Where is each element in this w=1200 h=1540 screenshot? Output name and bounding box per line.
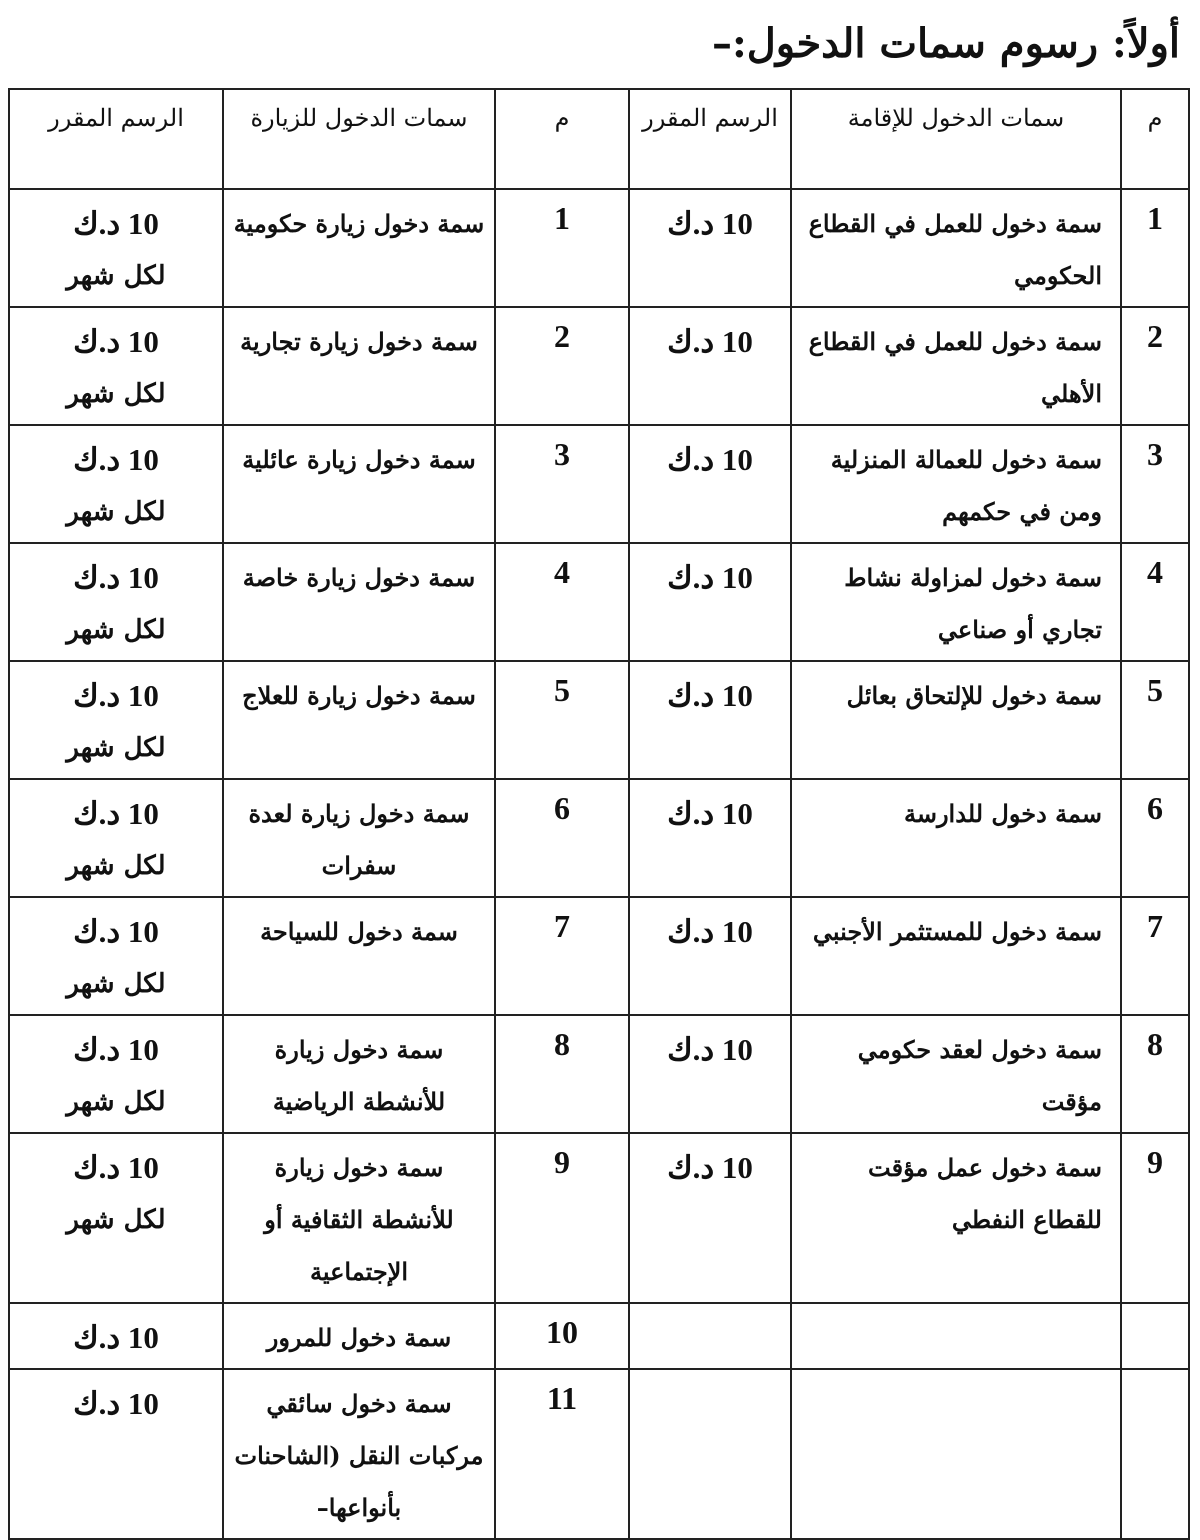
residence-fee-amount: 10 د.ك	[667, 914, 753, 949]
residence-fee	[629, 307, 791, 425]
residence-number: 9	[1121, 1133, 1189, 1303]
visit-number: 5	[495, 661, 629, 779]
residence-visa: سمة دخول للدارسة	[791, 779, 1121, 897]
table-row	[9, 897, 1189, 1015]
visit-fee-note: لكل شهر	[66, 1205, 166, 1235]
visit-visa: سمة دخول زيارة تجارية	[223, 307, 495, 425]
visit-fee-note: لكل شهر	[66, 733, 166, 763]
residence-fee	[629, 425, 791, 543]
visit-fee	[9, 1369, 223, 1539]
visa-fees-table	[8, 88, 1190, 1540]
header-residence-visa: سمات الدخول للإقامة	[791, 89, 1121, 189]
residence-visa: سمة دخول لعقد حكومي مؤقت	[791, 1015, 1121, 1133]
header-visit-fee: الرسم المقرر	[9, 89, 223, 189]
visit-fee-amount: 10 د.ك	[73, 324, 159, 359]
visit-fee	[9, 307, 223, 425]
visit-number: 9	[495, 1133, 629, 1303]
residence-fee	[629, 543, 791, 661]
residence-visa: سمة دخول للعمالة المنزلية ومن في حكمهم	[791, 425, 1121, 543]
table-row	[9, 543, 1189, 661]
residence-number: 8	[1121, 1015, 1189, 1133]
visit-visa: سمة دخول زيارة لعدة سفرات	[223, 779, 495, 897]
residence-number: 2	[1121, 307, 1189, 425]
table-row	[9, 1015, 1189, 1133]
table-row	[9, 779, 1189, 897]
visit-visa: سمة دخول زيارة للأنشطة الثقافية أو الإجتماعية	[223, 1133, 495, 1303]
visit-number: 3	[495, 425, 629, 543]
residence-number: 1	[1121, 189, 1189, 307]
residence-fee-amount: 10 د.ك	[667, 1032, 753, 1067]
visit-fee	[9, 189, 223, 307]
visit-visa: سمة دخول سائقي مركبات النقل (الشاحنات بأنواعها–	[223, 1369, 495, 1539]
visit-fee	[9, 1133, 223, 1303]
residence-visa: سمة دخول للعمل في القطاع الأهلي	[791, 307, 1121, 425]
residence-number: 3	[1121, 425, 1189, 543]
visit-number: 11	[495, 1369, 629, 1539]
residence-fee-amount: 10 د.ك	[667, 1150, 753, 1185]
visit-visa: سمة دخول زيارة للأنشطة الرياضية	[223, 1015, 495, 1133]
table-row	[9, 1369, 1189, 1539]
visit-fee	[9, 1015, 223, 1133]
visit-visa: سمة دخول زيارة حكومية	[223, 189, 495, 307]
residence-visa: سمة دخول للمستثمر الأجنبي	[791, 897, 1121, 1015]
residence-fee	[629, 1369, 791, 1539]
header-residence-fee: الرسم المقرر	[629, 89, 791, 189]
table-row	[9, 1303, 1189, 1369]
visit-fee	[9, 779, 223, 897]
residence-fee-amount: 10 د.ك	[667, 678, 753, 713]
residence-number: 7	[1121, 897, 1189, 1015]
residence-visa: سمة دخول للعمل في القطاع الحكومي	[791, 189, 1121, 307]
residence-fee	[629, 779, 791, 897]
visit-visa: سمة دخول زيارة عائلية	[223, 425, 495, 543]
residence-fee-amount: 10 د.ك	[667, 560, 753, 595]
residence-number: 4	[1121, 543, 1189, 661]
visit-fee-amount: 10 د.ك	[73, 1150, 159, 1185]
header-visit-number: م	[495, 89, 629, 189]
visit-fee-note: لكل شهر	[66, 615, 166, 645]
visit-fee-note: لكل شهر	[66, 851, 166, 881]
visit-fee	[9, 661, 223, 779]
visit-number: 8	[495, 1015, 629, 1133]
residence-visa: سمة دخول عمل مؤقت للقطاع النفطي	[791, 1133, 1121, 1303]
residence-fee	[629, 1133, 791, 1303]
residence-number: 5	[1121, 661, 1189, 779]
residence-fee-amount: 10 د.ك	[667, 442, 753, 477]
visit-fee-amount: 10 د.ك	[73, 560, 159, 595]
visit-fee	[9, 897, 223, 1015]
visit-number: 1	[495, 189, 629, 307]
visit-fee-amount: 10 د.ك	[73, 796, 159, 831]
residence-fee-amount: 10 د.ك	[667, 206, 753, 241]
visit-fee-amount: 10 د.ك	[73, 1320, 159, 1355]
residence-number	[1121, 1303, 1189, 1369]
visit-number: 7	[495, 897, 629, 1015]
visit-fee-note: لكل شهر	[66, 261, 166, 291]
visit-fee-note: لكل شهر	[66, 379, 166, 409]
header-visit-visa: سمات الدخول للزيارة	[223, 89, 495, 189]
visit-fee-note: لكل شهر	[66, 497, 166, 527]
visit-visa: سمة دخول للسياحة	[223, 897, 495, 1015]
visit-number: 10	[495, 1303, 629, 1369]
visit-fee-amount: 10 د.ك	[73, 1032, 159, 1067]
table-row	[9, 189, 1189, 307]
visit-fee-note: لكل شهر	[66, 969, 166, 999]
page-title: أولاً: رسوم سمات الدخول:–	[711, 20, 1180, 67]
table-row	[9, 425, 1189, 543]
visit-fee	[9, 425, 223, 543]
residence-visa	[791, 1303, 1121, 1369]
visit-fee-amount: 10 د.ك	[73, 678, 159, 713]
table-header-row	[9, 89, 1189, 189]
header-residence-number: م	[1121, 89, 1189, 189]
table-row	[9, 307, 1189, 425]
residence-fee	[629, 189, 791, 307]
residence-fee	[629, 897, 791, 1015]
residence-visa	[791, 1369, 1121, 1539]
residence-visa: سمة دخول للإلتحاق بعائل	[791, 661, 1121, 779]
visit-fee	[9, 543, 223, 661]
visit-fee	[9, 1303, 223, 1369]
visit-fee-note: لكل شهر	[66, 1087, 166, 1117]
residence-fee	[629, 1303, 791, 1369]
residence-fee-amount: 10 د.ك	[667, 324, 753, 359]
visit-number: 4	[495, 543, 629, 661]
residence-number: 6	[1121, 779, 1189, 897]
visit-number: 6	[495, 779, 629, 897]
visit-visa: سمة دخول زيارة للعلاج	[223, 661, 495, 779]
visit-visa: سمة دخول للمرور	[223, 1303, 495, 1369]
visit-fee-amount: 10 د.ك	[73, 1386, 159, 1421]
visit-visa: سمة دخول زيارة خاصة	[223, 543, 495, 661]
residence-fee	[629, 661, 791, 779]
residence-number	[1121, 1369, 1189, 1539]
residence-visa: سمة دخول لمزاولة نشاط تجاري أو صناعي	[791, 543, 1121, 661]
table-row	[9, 661, 1189, 779]
residence-fee-amount: 10 د.ك	[667, 796, 753, 831]
table-row	[9, 1133, 1189, 1303]
residence-fee	[629, 1015, 791, 1133]
visit-fee-amount: 10 د.ك	[73, 914, 159, 949]
visit-number: 2	[495, 307, 629, 425]
visit-fee-amount: 10 د.ك	[73, 442, 159, 477]
visit-fee-amount: 10 د.ك	[73, 206, 159, 241]
